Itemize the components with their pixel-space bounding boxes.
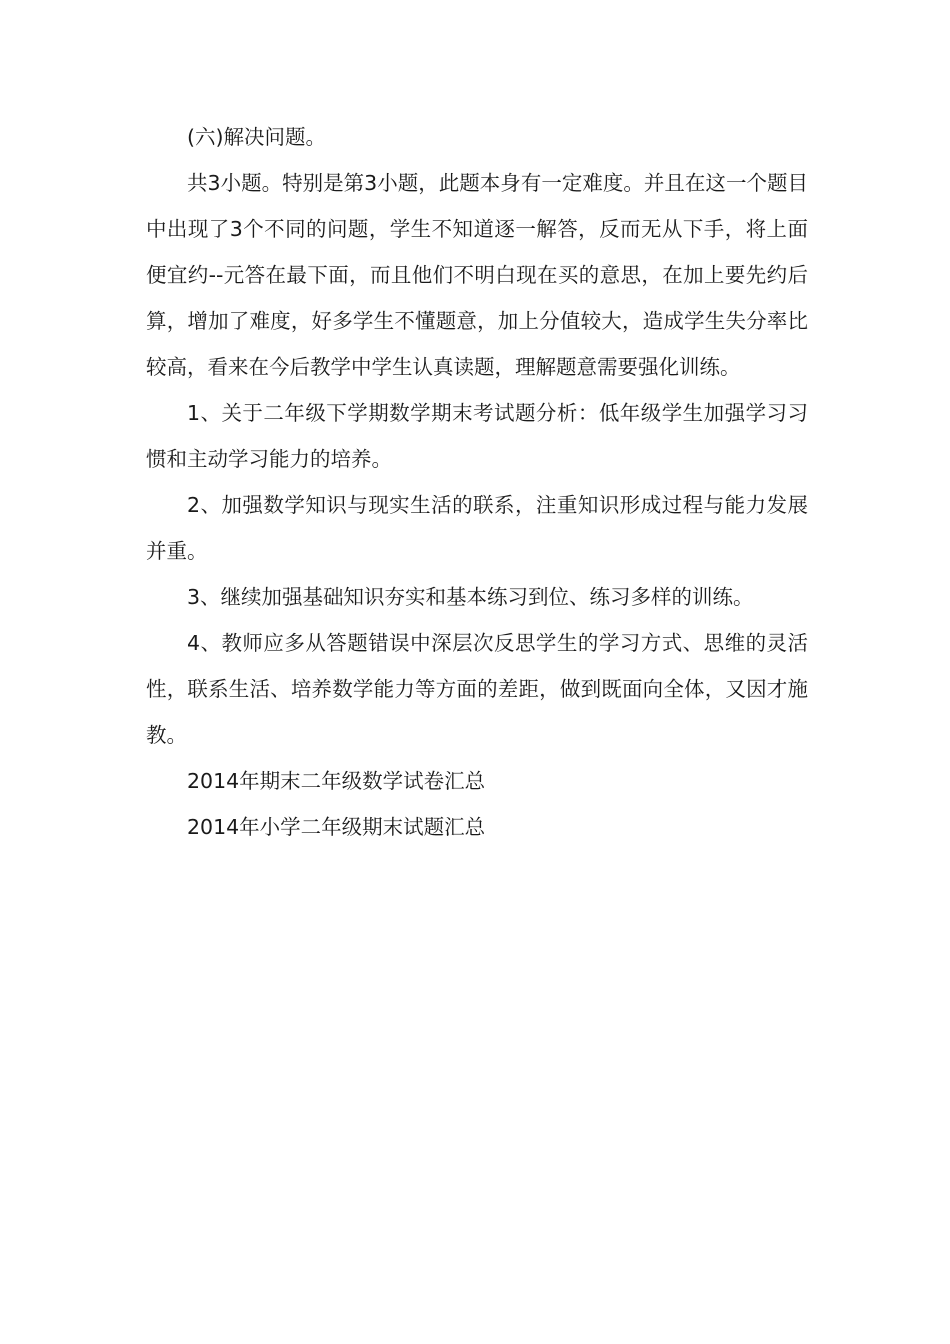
section-heading: (六)解决问题。 — [187, 125, 326, 149]
list-item-2: 2、加强数学知识与现实生活的联系，注重知识形成过程与能力发展并重。 — [146, 493, 808, 563]
document-body — [146, 114, 808, 850]
list-item-1: 1、关于二年级下学期数学期末考试题分析：低年级学生加强学习习惯和主动学习能力的培养。 — [146, 401, 808, 471]
list-item-3: 3、继续加强基础知识夯实和基本练习到位、练习多样的训练。 — [187, 585, 754, 609]
list-item-4: 4、教师应多从答题错误中深层次反思学生的学习方式、思维的灵活性，联系生活、培养数学能力等方面的差距，做到既面向全体，又因才施教。 — [146, 631, 808, 747]
related-link-2: 2014年小学二年级期末试题汇总 — [187, 815, 486, 839]
paragraph-problem-solving: 共3小题。特别是第3小题，此题本身有一定难度。并且在这一个题目中出现了3个不同的问题，学生不知道逐一解答，反而无从下手，将上面便宜约--元答在最下面，而且他们不明白现在买的意思，在加上要先约后算，增加了难度，好多学生不懂题意，加上分值较大，造成学生失分率比较高，看来在今后教学中学生认真读题，理解题意需要强化训练。 — [146, 171, 808, 379]
related-link-1: 2014年期末二年级数学试卷汇总 — [187, 769, 486, 793]
